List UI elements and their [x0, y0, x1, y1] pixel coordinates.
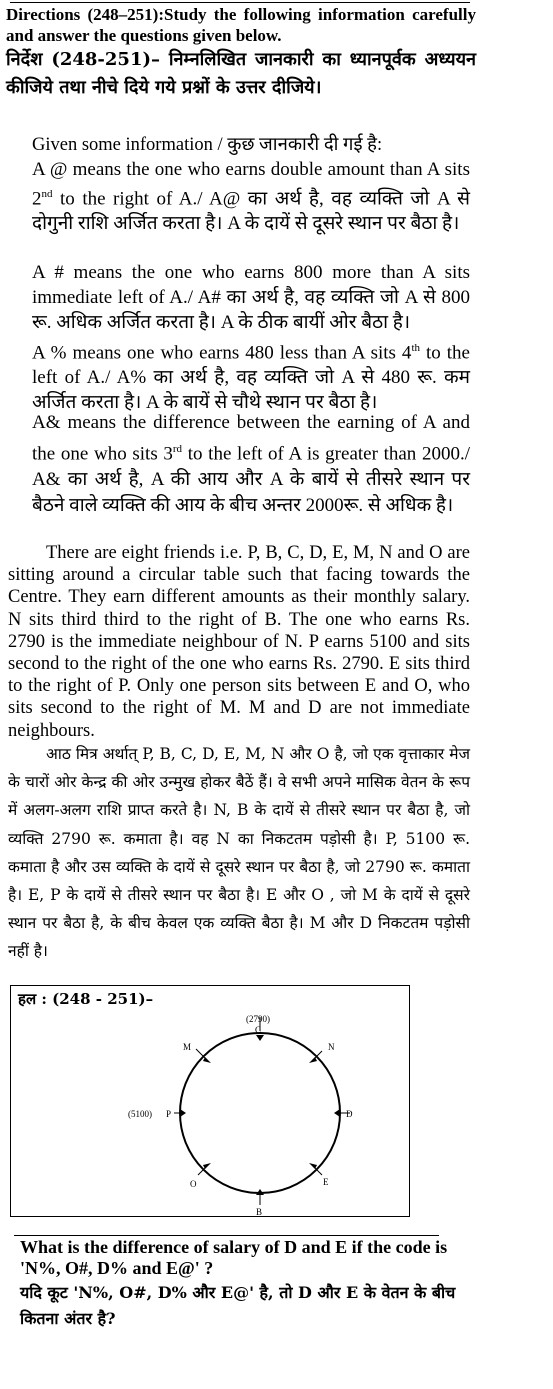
directions-hi: निर्देश (248-251)– निम्नलिखित जानकारी का ध्यानपूर्वक अध्ययन कीजिये तथा नीचे दिये गये प्रश्नों के उत्तर दीजिये। — [6, 49, 476, 98]
seat-d — [334, 1109, 353, 1119]
svg-text:B: B — [256, 1207, 263, 1217]
question-hi: यदि कूट 'N%, O#, D% और E@' है, तो D और E के वेतन के बीच कितना अंतर है? — [20, 1283, 456, 1328]
seat-p — [128, 1109, 186, 1119]
svg-text:O: O — [190, 1179, 197, 1189]
svg-text:E: E — [323, 1177, 329, 1187]
svg-text:N: N — [328, 1042, 335, 1052]
svg-text:M: M — [183, 1042, 192, 1052]
info-intro: Given some information / कुछ जानकारी दी गई है: — [32, 135, 383, 155]
seating-diagram — [110, 1005, 370, 1217]
puzzle-en: There are eight friends i.e. P, B, C, D, E, M, N and O are sitting around a circular table such that facing towards the Centre. They earn different amounts as their monthly salary. N sits third third to the right of B. The one who earns Rs. 2790 is the immediate neighbour of N. P earns 5100 and sits second to the right of the one who earns Rs. 2790. E sits third to the right of P. Only one person sits between E and O, who sits second to the right of M. M and D are not immediate neighbours. — [8, 543, 470, 741]
svg-text:P: P — [166, 1109, 172, 1119]
top-rule — [10, 2, 470, 3]
svg-text:(5100): (5100) — [128, 1109, 152, 1119]
rule-1: A @ means the one who earns double amount than A sits 2nd to the right of A./ A@ का अर्थ है, वह व्यक्ति जो A से दोगुनी राशि अर्जित करता है। A के दायें से दूसरे स्थान पर बैठा है। — [32, 159, 470, 235]
rule-4: A& means the difference between the earning of A and the one who sits 3rd to the left of A is greater than 2000./ A& का अर्थ है, A की आय और A के बायें से तीसरे स्थान पर बैठने वाले व्यक्ति की आय के बीच अन्तर 2000रू. से अधिक है। — [32, 412, 470, 517]
rule-3: A % means one who earns 480 less than A sits 4th to the left of A./ A% का अर्थ है, वह व्यक्ति जो A से 480 रू. कम अर्जित करता है। A के बायें से चौथे स्थान पर बैठा है। — [32, 342, 470, 414]
puzzle-hi: आठ मित्र अर्थात् P, B, C, D, E, M, N और O है, जो एक वृत्ताकार मेज के चारों ओर केन्द्र की ओर उन्मुख होकर बैठें हैं। वे सभी अपने मासिक वेतन के रूप में अलग-अलग राशि प्राप्त करते है। N, B के दायें से तीसरे स्थान पर बैठा है, जो व्यक्ति 2790 रू. कमाता है। वह N का निकटतम पड़ोसी है। P, 5100 रू. कमाता है और उस व्यक्ति के दायें से दूसरे स्थान पर बैठा है, जो 2790 रू. कमाता है। E, P के दायें से तीसरे स्थान पर बैठा है। E और O , जो M के दायें से दूसरे स्थान पर बैठा है, के बीच केवल एक व्यक्ति बैठा है। M और D निकटतम पड़ोसी नहीं है। — [8, 745, 470, 961]
solution-title: हल : (248 - 251)– — [18, 990, 154, 1008]
svg-text:D: D — [346, 1109, 353, 1119]
directions-en: Directions (248–251):Study the following information carefully and answer the questions given below. — [6, 5, 476, 45]
svg-text:C: C — [254, 1025, 262, 1035]
question-en: What is the difference of salary of D and E if the code is 'N%, O#, D% and E@' ? — [20, 1237, 448, 1278]
rule-2: A # means the one who earns 800 more than A sits immediate left of A./ A# का अर्थ है, वह व्यक्ति जो A से 800 रू. अधिक अर्जित करता है। A के ठीक बायीं ओर बैठा है। — [32, 262, 470, 333]
svg-text:(2790): (2790) — [246, 1014, 270, 1024]
seat-c — [246, 1014, 270, 1041]
question-divider — [14, 1235, 439, 1236]
